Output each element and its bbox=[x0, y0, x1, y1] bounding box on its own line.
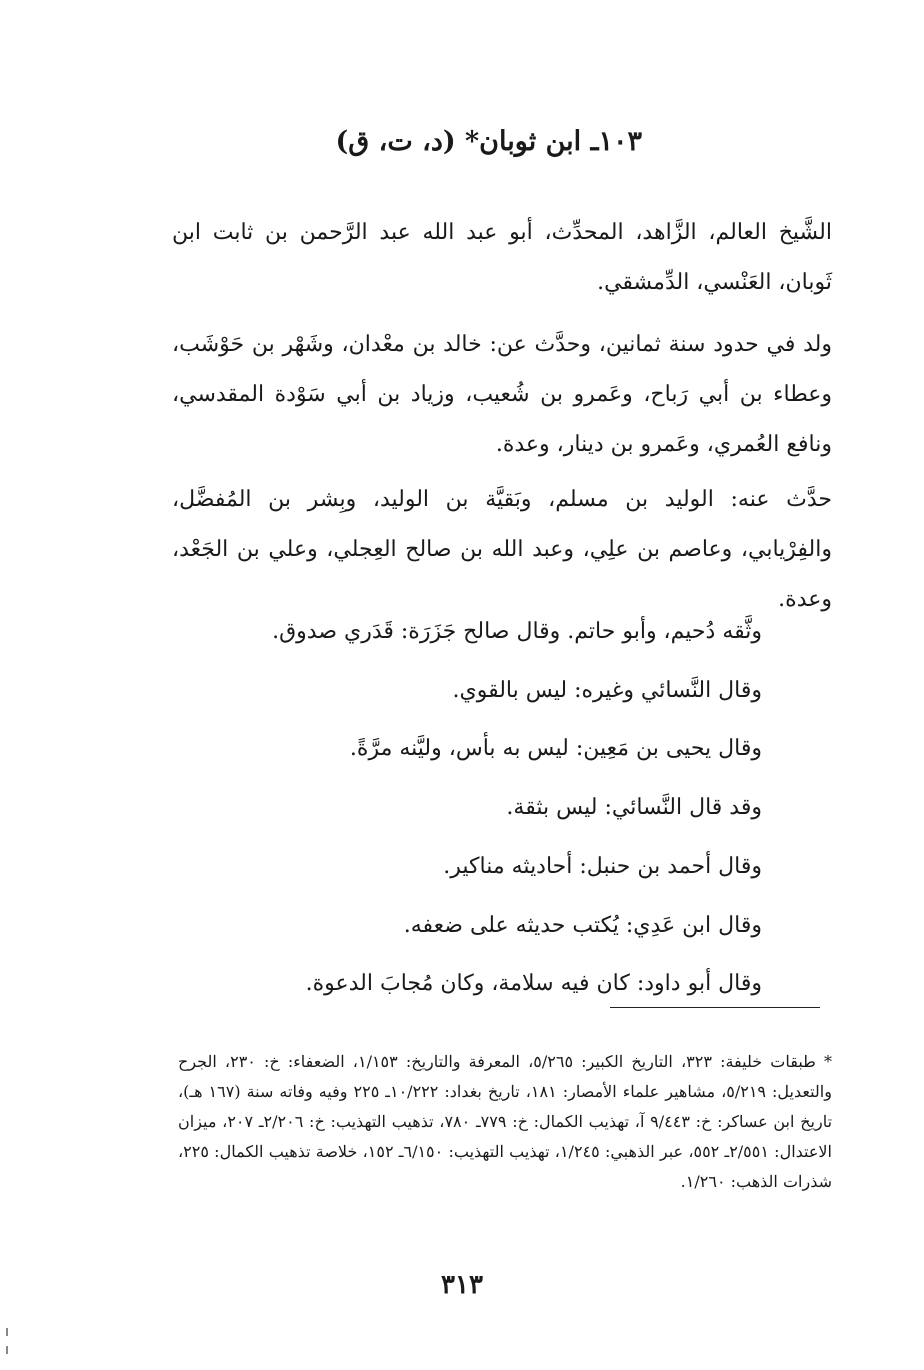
footnote-sources: * طبقات خليفة: ٣٢٣، التاريخ الكبير: ٥/٢٦٥، المعرفة والتاريخ: ١/١٥٣، الضعفاء: خ: ٢٣٠، الجرح والتعديل: ٥/٢١٩، مشاهير علماء الأمصار: ١٨١، تاريخ بغداد: ١٠/٢٢٢ـ ٢٢٥ وفيه وفاته سنة (١٦٧ هـ)، تاريخ ابن عساكر: خ: ٩/٤٤٣ آ، تهذيب الكمال: خ: ٧٧٩ـ ٧٨٠، تذهيب التهذيب: خ: ٢/٢٠٦ـ ٢٠٧، ميزان الاعتدال: ٢/٥٥١ـ ٥٥٢، عبر الذهبي: ١/٢٤٥، تهذيب التهذيب: ٦/١٥٠ـ ١٥٢، خلاصة تذهيب الكمال: ٢٢٥، شذرات الذهب: ١/٢٦٠. bbox=[178, 1052, 833, 1191]
page-number: ٣١٣ bbox=[441, 1270, 483, 1300]
statement-line: وقال النَّسائي وغيره: ليس بالقوي. bbox=[452, 677, 762, 703]
students-paragraph: حدَّث عنه: الوليد بن مسلم، وبَقيَّة بن الوليد، وبِشر بن المُفضَّل، والفِرْيابي، وعاصم بن علِي، وعبد الله بن صالح العِجلي، وعلي بن الجَعْد، وعدة. bbox=[172, 487, 832, 612]
teachers-paragraph: ولد في حدود سنة ثمانين، وحدَّث عن: خالد بن معْدان، وشَهْر بن حَوْشَب، وعطاء بن أبي رَباح، وعَمرو بن شُعيب، وزياد بن أبي سَوْدة المقدسي، ونافع العُمري، وعَمرو بن دينار، وعدة. bbox=[172, 332, 832, 457]
entry-heading: ١٠٣ـ ابن ثوبان* (د، ت، ق) bbox=[335, 126, 642, 157]
statement-line: وقال يحيى بن مَعِين: ليس به بأس، وليَّنه مرَّةً. bbox=[349, 736, 762, 762]
statement-line: وقال ابن عَدِي: يُكتب حديثه على ضعفه. bbox=[403, 912, 762, 938]
statement-line: وقد قال النَّسائي: ليس بثقة. bbox=[506, 795, 762, 821]
footnote-divider bbox=[610, 1007, 820, 1008]
margin-mark bbox=[6, 1328, 8, 1336]
statement-line: وقال أحمد بن حنبل: أحاديثه مناكير. bbox=[443, 853, 762, 879]
margin-mark bbox=[6, 1346, 8, 1354]
biography-intro: الشَّيخ العالم، الزَّاهد، المحدِّث، أبو عبد الله عبد الرَّحمن بن ثابت ابن ثَوبان، العَنْسي، الدِّمشقي. bbox=[172, 220, 832, 295]
statement-line: وثَّقه دُحيم، وأبو حاتم. وقال صالح جَزَرَة: قَدَري صدوق. bbox=[272, 619, 762, 644]
critics-statements bbox=[162, 603, 762, 1014]
statement-line: وقال أبو داود: كان فيه سلامة، وكان مُجابَ الدعوة. bbox=[305, 971, 762, 997]
